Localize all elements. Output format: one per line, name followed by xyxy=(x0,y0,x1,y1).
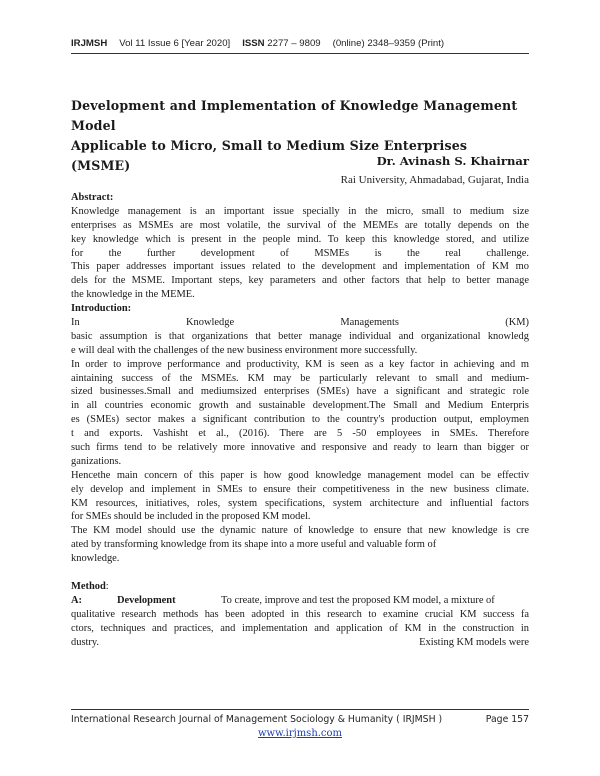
method-last-line xyxy=(71,636,529,650)
intro-line: in all countries economic growth and sustainable development.The Small and Medium Enterpris xyxy=(71,400,529,412)
page-number: Page 157 xyxy=(485,714,529,725)
method-line: qualitative research methods has been adopted in this research to examine crucial KM success fa xyxy=(71,608,529,620)
subsection-title: Development xyxy=(117,594,176,606)
intro-line: In Knowledge Managements (KM) xyxy=(71,317,529,329)
abstract-line: enterprises as MSMEs are most volatile, the survival of the MEMEs are totally depends on the xyxy=(71,219,529,231)
journal-website-link[interactable]: www.irjmsh.com xyxy=(257,728,343,739)
volume-issue: Vol 11 Issue 6 xyxy=(119,38,179,49)
abstract-line: the knowledge in the MEME. xyxy=(71,289,195,301)
method-colon: : xyxy=(105,580,109,592)
introduction-heading: Introduction: xyxy=(71,303,132,315)
footer-url-wrap xyxy=(71,728,529,739)
method-line: ctors, techniques and practices, and implementation and application of KM in the construction in xyxy=(71,622,529,634)
intro-line: ganizations. xyxy=(71,455,122,467)
footer-divider xyxy=(71,709,529,710)
abstract-line: This paper addresses important issues related to the development and implementation of KM mo xyxy=(71,261,529,273)
intro-line: ely develop and implement in SMEs to ensure their competitiveness in the new business climate. xyxy=(71,483,529,495)
abstract-line: Knowledge management is an important issue specially in the micro, small to medium size xyxy=(71,205,529,217)
method-heading: Method xyxy=(71,580,106,592)
header-divider xyxy=(71,53,529,54)
paper-body xyxy=(71,191,529,649)
title-line-1: Development and Implementation of Knowledge Management Model xyxy=(71,98,518,133)
subsection-label: A: xyxy=(71,594,83,606)
author-affiliation: Rai University, Ahmadabad, Gujarat, India xyxy=(340,174,529,186)
development-line xyxy=(71,594,529,608)
abstract-heading: Abstract: xyxy=(71,192,114,203)
intro-line: KM resources, initiatives, roles, system specifications, system architecture and influential factors xyxy=(71,497,529,509)
intro-line: knowledge. xyxy=(71,553,120,565)
publication-year: [Year 2020] xyxy=(181,38,231,49)
running-header xyxy=(71,38,531,49)
intro-line: t and exports. Vashisht et al., (2016). There are 5 -50 employees in SMEs. Therefore xyxy=(71,428,529,440)
intro-line: Hencethe main concern of this paper is how good knowledge management model can be effectiv xyxy=(71,469,529,481)
abstract-line: key knowledge which is present in the people mind. To keep this knowledge stored, and utilize xyxy=(71,233,529,245)
intro-line: The KM model should use the dynamic nature of knowledge to ensure that new knowledge is cre xyxy=(71,525,529,537)
intro-line: e will deal with the challenges of the new business environment more successfully. xyxy=(71,344,418,356)
issn-print: 2277 – 9809 xyxy=(267,38,321,49)
issn-label: ISSN xyxy=(242,38,265,49)
abstract-line: dels for the MSME. Important steps, key parameters and other factors that help to better manage xyxy=(71,275,529,287)
section-spacer xyxy=(71,566,529,580)
intro-line: aintaining success of the MSMEs. KM may be particularly relevant to small and medium- xyxy=(71,372,529,384)
intro-line: sized businesses.Small and mediumsized enterprises (SMEs) have a significant and strategic role xyxy=(71,386,529,398)
title-line-2: Applicable to Micro, Small to Medium Size Enterprises (MSME) xyxy=(71,138,468,173)
method-line: To create, improve and test the proposed KM model, a mixture of xyxy=(221,594,495,606)
intro-line: In order to improve performance and productivity, KM is seen as a key factor in achieving and m xyxy=(71,358,529,370)
method-line-right: Existing KM models were xyxy=(419,636,529,648)
intro-line: es (SMEs) sector makes a significant contribution to the country's production output, employmen xyxy=(71,414,529,426)
intro-line: for SMEs should be included in the proposed KM model. xyxy=(71,511,311,523)
footer-journal-name: International Research Journal of Management Sociology & Humanity ( IRJMSH ) xyxy=(71,714,443,725)
intro-line: ated by transforming knowledge from its shape into a more useful and valuable form of xyxy=(71,539,437,551)
journal-abbrev: IRJMSH xyxy=(71,38,108,49)
issn-online: (0nline) 2348–9359 (Print) xyxy=(332,38,445,49)
intro-line: basic assumption is that organizations that better manage individual and organizational knowledg xyxy=(71,330,529,342)
intro-line: such firms tend to be relatively more innovative and responsive and ready to learn than bigger or xyxy=(71,442,529,454)
abstract-line: for the further development of MSMEs is the real challenge. xyxy=(71,247,529,259)
author-name: Dr. Avinash S. Khairnar xyxy=(376,154,529,168)
method-heading-line xyxy=(71,580,529,594)
method-line: dustry. xyxy=(71,636,100,648)
running-footer xyxy=(71,714,529,725)
